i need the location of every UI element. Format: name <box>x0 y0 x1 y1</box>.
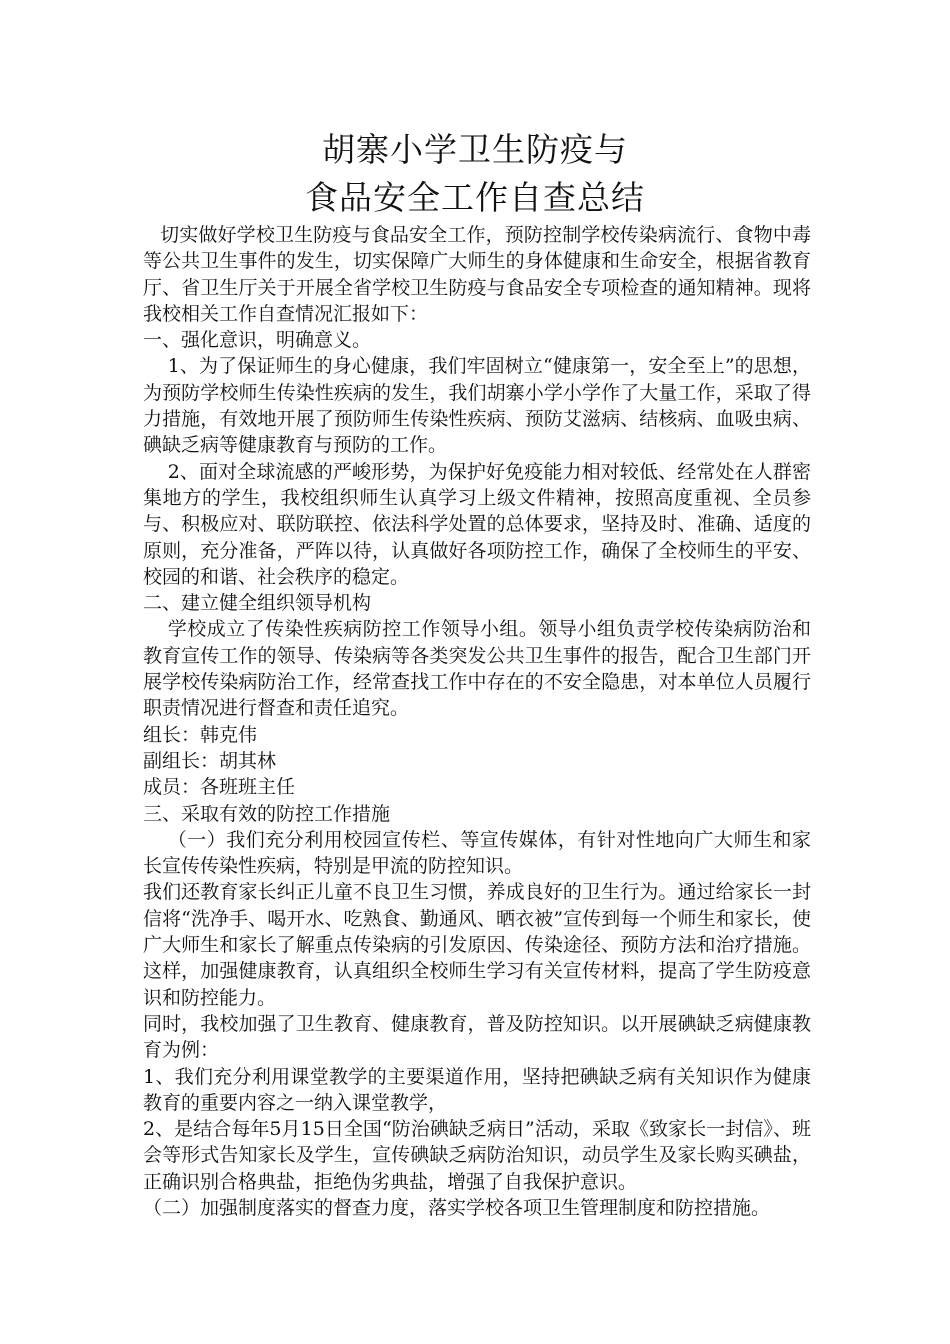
section-heading-1: 一、强化意识，明确意义。 <box>143 329 372 352</box>
paragraph-3-2: 我们还教育家长纠正儿童不良卫生习惯，养成良好的卫生行为。通过给家长一封信将“洗净手、喝开水、吃熟食、勤通风、晒衣被”宣传到每一个师生和家长，使广大师生和家长了解重点传染病的引发原因、传染途径、预防方法和治疗措施。这样，加强健康教育，认真组织全校师生学习有关宣传材料，提高了学生防疫意识和防控能力。 <box>143 881 811 1009</box>
paragraph-3-5: 2、是结合每年5月15日全国“防治碘缺乏病日”活动，采取《致家长一封信》、班会等形式告知家长及学生，宣传碘缺乏病防治知识，动员学生及家长购买碘盐，正确识别合格典盐，拒绝伪劣典盐，增强了自我保护意识。 <box>143 1118 811 1193</box>
document-title <box>0 126 950 222</box>
paragraph-1-1: 1、为了保证师生的身心健康，我们牢固树立“健康第一，安全至上”的思想，为预防学校师生传染性疾病的发生，我们胡寨小学小学作了大量工作，采取了得力措施，有效地开展了预防师生传染性疾病、预防艾滋病、结核病、血吸虫病、碘缺乏病等健康教育与预防的工作。 <box>143 355 811 457</box>
document-body <box>143 222 811 1221</box>
intro-paragraph: 切实做好学校卫生防疫与食品安全工作，预防控制学校传染病流行、食物中毒等公共卫生事件的发生，切实保障广大师生的身体健康和生命安全，根据省教育厅、省卫生厅关于开展全省学校卫生防疫与食品安全专项检查的通知精神。现将我校相关工作自查情况汇报如下： <box>143 224 811 325</box>
paragraph-2-1: 学校成立了传染性疾病防控工作领导小组。领导小组负责学校传染病防治和教育宣传工作的领导、传染病等各类突发公共卫生事件的报告，配合卫生部门开展学校传染病防治工作，经常查找工作中存在的不安全隐患，对本单位人员履行职责情况进行督查和责任追究。 <box>143 618 811 720</box>
title-line-2: 食品安全工作自查总结 <box>305 178 645 217</box>
deputy-leader-line: 副组长：胡其林 <box>143 749 277 772</box>
paragraph-3-4: 1、我们充分利用课堂教学的主要渠道作用，坚持把碘缺乏病有关知识作为健康教育的重要内容之一纳入课堂教学， <box>143 1065 811 1114</box>
title-line-1: 胡寨小学卫生防疫与 <box>322 130 628 169</box>
paragraph-3-3: 同时，我校加强了卫生教育、健康教育，普及防控知识。以开展碘缺乏病健康教育为例： <box>143 1012 811 1062</box>
members-line: 成员：各班班主任 <box>143 776 296 799</box>
leader-line: 组长：韩克伟 <box>143 723 258 746</box>
section-heading-2: 二、建立健全组织领导机构 <box>143 592 372 615</box>
paragraph-3-6: （二）加强制度落实的督查力度，落实学校各项卫生管理制度和防控措施。 <box>143 1196 771 1219</box>
section-heading-3: 三、采取有效的防控工作措施 <box>143 802 391 825</box>
paragraph-1-2: 2、面对全球流感的严峻形势，为保护好免疫能力相对较低、经常处在人群密集地方的学生，我校组织师生认真学习上级文件精神，按照高度重视、全员参与、积极应对、联防联控、依法科学处置的总体要求，坚持及时、准确、适度的原则，充分准备，严阵以待，认真做好各项防控工作，确保了全校师生的平安、校园的和谐、社会秩序的稳定。 <box>143 460 811 588</box>
paragraph-3-1: （一）我们充分利用校园宣传栏、等宣传媒体，有针对性地向广大师生和家长宣传传染性疾病，特别是甲流的防控知识。 <box>143 828 811 878</box>
